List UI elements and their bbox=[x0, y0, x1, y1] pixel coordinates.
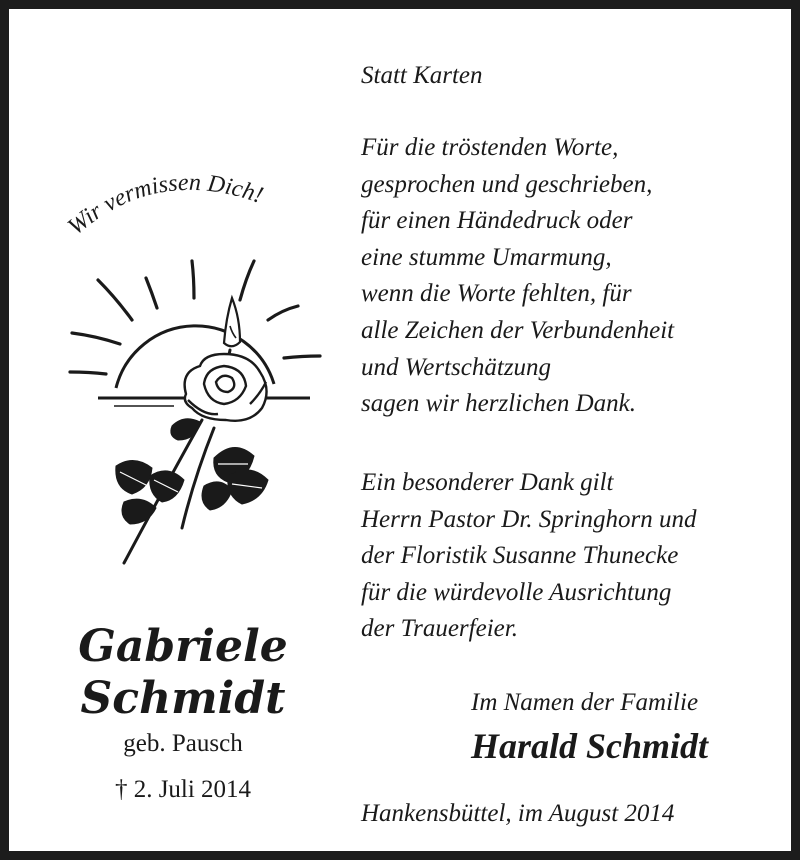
thanks-line: wenn die Worte fehlten, für bbox=[361, 280, 632, 308]
place-date: Hankensbüttel, im August 2014 bbox=[361, 800, 675, 827]
special-line: Herrn Pastor Dr. Springhorn und bbox=[361, 505, 697, 533]
right-column bbox=[361, 18, 791, 860]
motto-text-path: Wir vermissen Dich! bbox=[63, 169, 267, 241]
thanks-line: eine stumme Umarmung, bbox=[361, 243, 612, 271]
family-label: Im Namen der Familie bbox=[471, 689, 699, 716]
thanks-line: gesprochen und geschrieben, bbox=[361, 170, 653, 198]
special-thanks-paragraph bbox=[361, 465, 791, 648]
special-line: der Floristik Susanne Thunecke bbox=[361, 542, 679, 570]
death-date: † 2. Juli 2014 bbox=[114, 776, 252, 803]
left-column bbox=[18, 18, 348, 860]
thanks-line: für einen Händedruck oder bbox=[361, 207, 633, 235]
deceased-block bbox=[18, 621, 348, 805]
special-line: für die würdevolle Ausrichtung bbox=[361, 578, 672, 606]
deceased-last-name: Schmidt bbox=[80, 673, 286, 724]
thanks-line: sagen wir herzlichen Dank. bbox=[361, 390, 636, 418]
thanks-paragraph bbox=[361, 130, 791, 423]
sunset-rose-icon bbox=[54, 158, 324, 578]
birth-name: geb. Pausch bbox=[123, 730, 243, 757]
motto-text bbox=[63, 170, 266, 241]
intro-paragraph bbox=[361, 58, 791, 95]
thanks-line: alle Zeichen der Verbundenheit bbox=[361, 316, 675, 344]
deceased-first-name: Gabriele bbox=[78, 621, 288, 672]
thanks-line: Für die tröstenden Worte, bbox=[361, 134, 619, 161]
thanks-line: und Wertschätzung bbox=[361, 353, 552, 381]
special-line: Ein besonderer Dank gilt bbox=[361, 469, 614, 496]
signer-name: Harald Schmidt bbox=[471, 726, 709, 766]
intro-text: Statt Karten bbox=[361, 62, 483, 89]
special-line: der Trauerfeier. bbox=[361, 615, 518, 643]
